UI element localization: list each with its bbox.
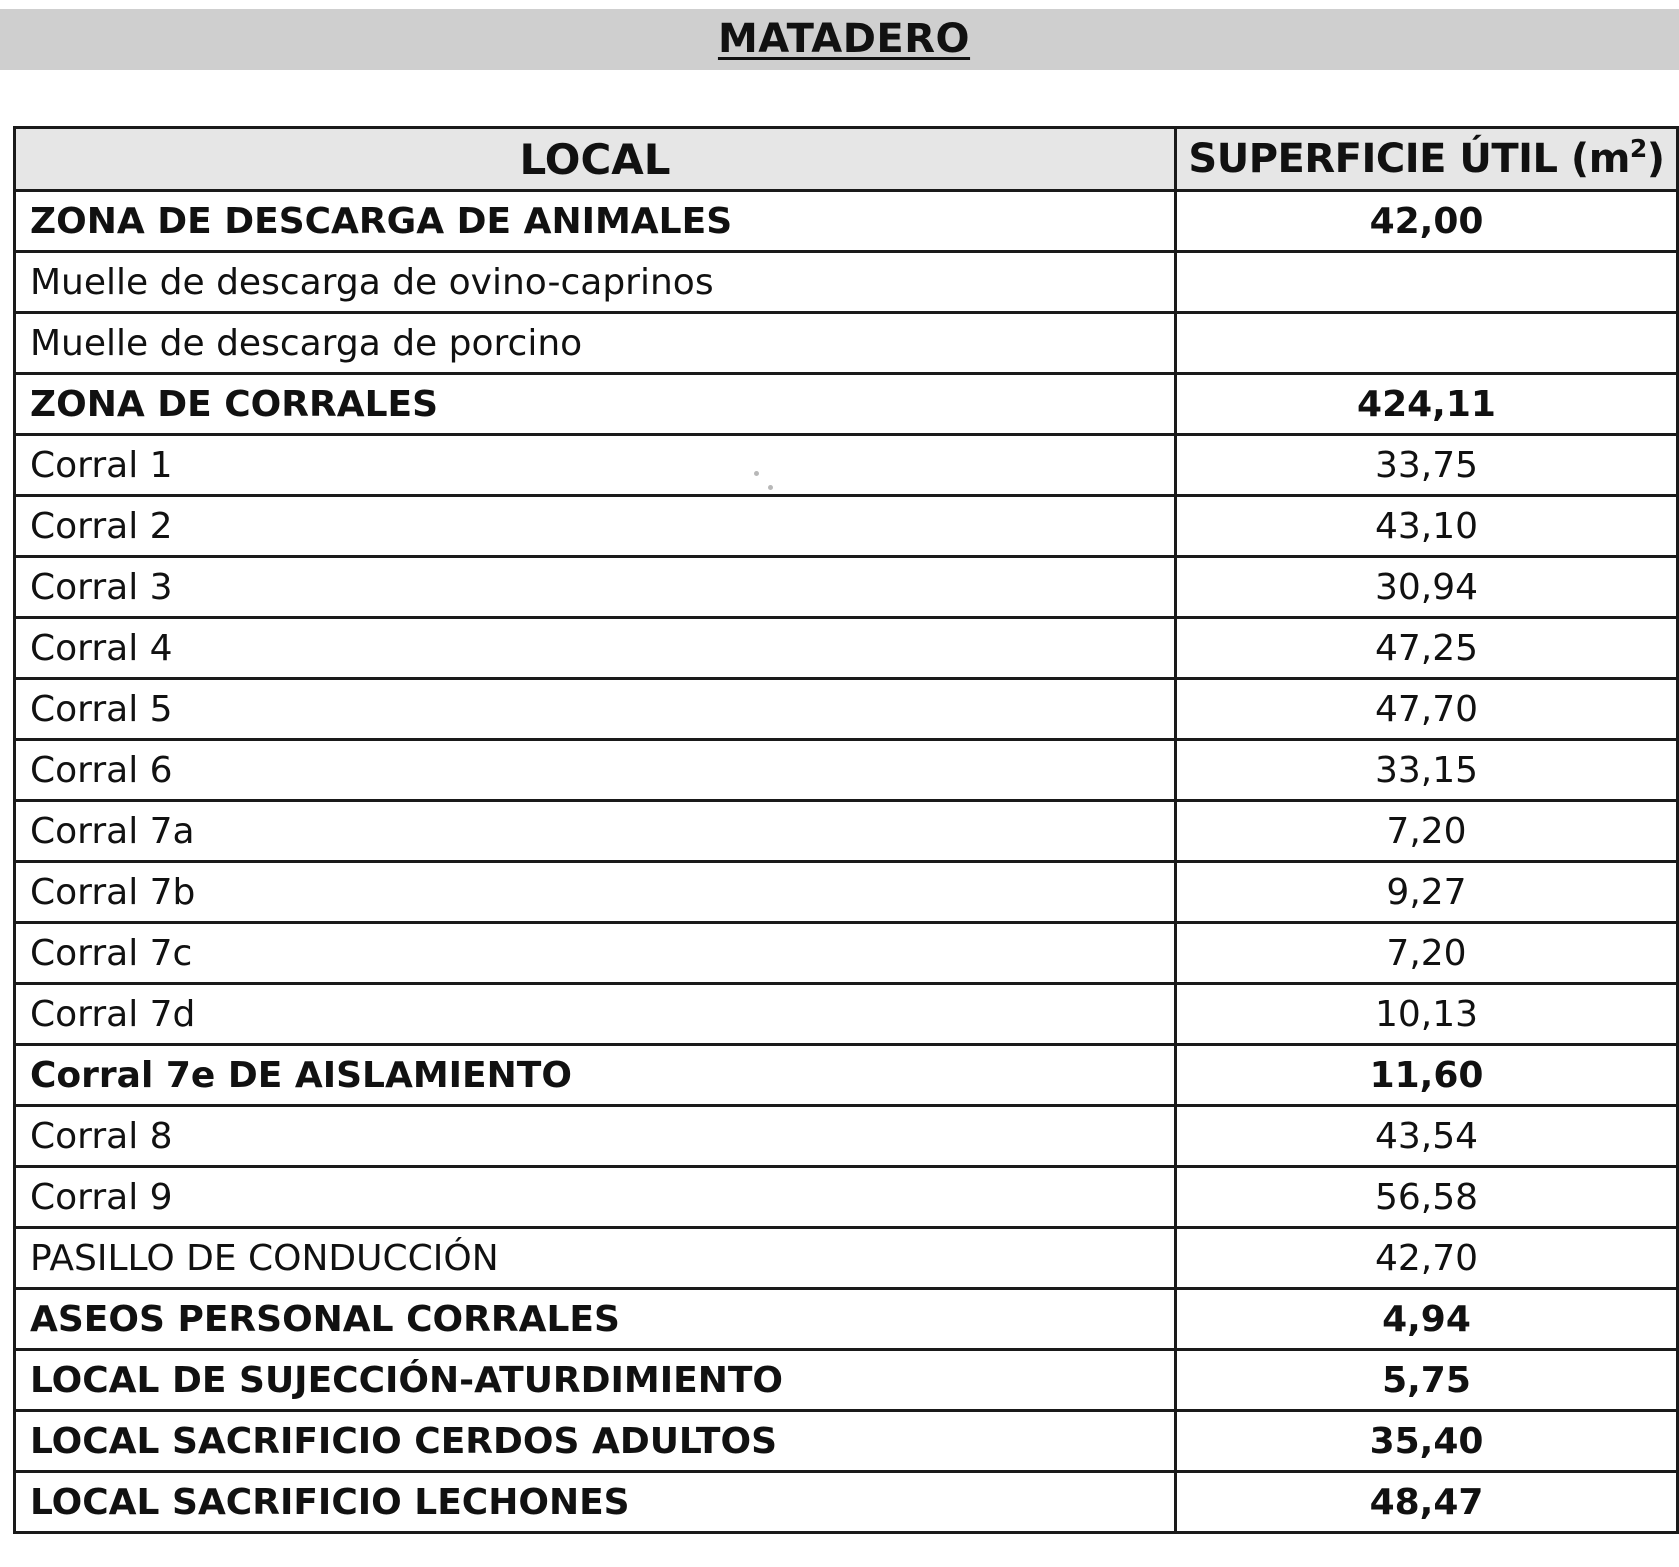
table-row <box>15 1411 1678 1472</box>
local-name-cell: ZONA DE CORRALES <box>15 374 1176 435</box>
surface-value-cell <box>1176 252 1678 313</box>
local-name-cell: Corral 5 <box>15 679 1176 740</box>
surface-value-cell: 42,70 <box>1176 1228 1678 1289</box>
table-row <box>15 1106 1678 1167</box>
table-row <box>15 374 1678 435</box>
table-row <box>15 1228 1678 1289</box>
title-bar <box>0 9 1679 70</box>
surface-value-cell: 5,75 <box>1176 1350 1678 1411</box>
table-row <box>15 801 1678 862</box>
surface-value-cell: 30,94 <box>1176 557 1678 618</box>
local-name-cell: Corral 7a <box>15 801 1176 862</box>
stray-mark <box>754 471 778 493</box>
local-name-cell: Corral 7b <box>15 862 1176 923</box>
column-header-local: LOCAL <box>15 128 1176 191</box>
column-header-area-label: SUPERFICIE ÚTIL (m <box>1188 136 1630 182</box>
table-row <box>15 740 1678 801</box>
table-body <box>15 191 1678 1533</box>
local-name-cell: Corral 6 <box>15 740 1176 801</box>
surface-value-cell: 43,10 <box>1176 496 1678 557</box>
surface-value-cell: 11,60 <box>1176 1045 1678 1106</box>
local-name-cell: Corral 7d <box>15 984 1176 1045</box>
table-row <box>15 862 1678 923</box>
surface-value-cell: 10,13 <box>1176 984 1678 1045</box>
table-row <box>15 1289 1678 1350</box>
local-name-cell: ZONA DE DESCARGA DE ANIMALES <box>15 191 1176 252</box>
surface-value-cell: 7,20 <box>1176 801 1678 862</box>
local-name-cell: ASEOS PERSONAL CORRALES <box>15 1289 1176 1350</box>
table-row <box>15 1045 1678 1106</box>
surface-value-cell <box>1176 313 1678 374</box>
table-row <box>15 496 1678 557</box>
local-name-cell: Corral 7e DE AISLAMIENTO <box>15 1045 1176 1106</box>
local-name-cell: LOCAL SACRIFICIO LECHONES <box>15 1472 1176 1533</box>
local-name-cell: LOCAL SACRIFICIO CERDOS ADULTOS <box>15 1411 1176 1472</box>
table-row <box>15 984 1678 1045</box>
local-name-cell: Corral 4 <box>15 618 1176 679</box>
table-row <box>15 679 1678 740</box>
table-row <box>15 1350 1678 1411</box>
column-header-area-superscript: 2 <box>1629 134 1647 163</box>
local-name-cell: Muelle de descarga de porcino <box>15 313 1176 374</box>
surface-value-cell: 35,40 <box>1176 1411 1678 1472</box>
surface-value-cell: 4,94 <box>1176 1289 1678 1350</box>
local-name-cell: LOCAL DE SUJECCIÓN-ATURDIMIENTO <box>15 1350 1176 1411</box>
table-row <box>15 252 1678 313</box>
surface-value-cell: 33,15 <box>1176 740 1678 801</box>
local-name-cell: Muelle de descarga de ovino-caprinos <box>15 252 1176 313</box>
table-row <box>15 1167 1678 1228</box>
surface-value-cell: 47,25 <box>1176 618 1678 679</box>
table-row <box>15 313 1678 374</box>
local-name-cell: Corral 2 <box>15 496 1176 557</box>
surface-value-cell: 9,27 <box>1176 862 1678 923</box>
local-name-cell: Corral 9 <box>15 1167 1176 1228</box>
column-header-area <box>1176 128 1678 191</box>
local-name-cell: Corral 7c <box>15 923 1176 984</box>
table-row <box>15 618 1678 679</box>
surface-value-cell: 424,11 <box>1176 374 1678 435</box>
surface-value-cell: 33,75 <box>1176 435 1678 496</box>
table-header-row <box>15 128 1678 191</box>
column-header-area-close: ) <box>1646 136 1665 182</box>
table-row <box>15 557 1678 618</box>
local-name-cell: Corral 8 <box>15 1106 1176 1167</box>
surface-value-cell: 48,47 <box>1176 1472 1678 1533</box>
local-name-cell: Corral 3 <box>15 557 1176 618</box>
local-name-cell: Corral 1 <box>15 435 1176 496</box>
surface-table <box>13 126 1679 1534</box>
surface-value-cell: 42,00 <box>1176 191 1678 252</box>
surface-value-cell: 43,54 <box>1176 1106 1678 1167</box>
local-name-cell: PASILLO DE CONDUCCIÓN <box>15 1228 1176 1289</box>
table-row <box>15 923 1678 984</box>
surface-value-cell: 56,58 <box>1176 1167 1678 1228</box>
surface-value-cell: 47,70 <box>1176 679 1678 740</box>
table-row <box>15 191 1678 252</box>
table-row <box>15 435 1678 496</box>
table-row <box>15 1472 1678 1533</box>
surface-value-cell: 7,20 <box>1176 923 1678 984</box>
page-title: MATADERO <box>717 16 971 62</box>
